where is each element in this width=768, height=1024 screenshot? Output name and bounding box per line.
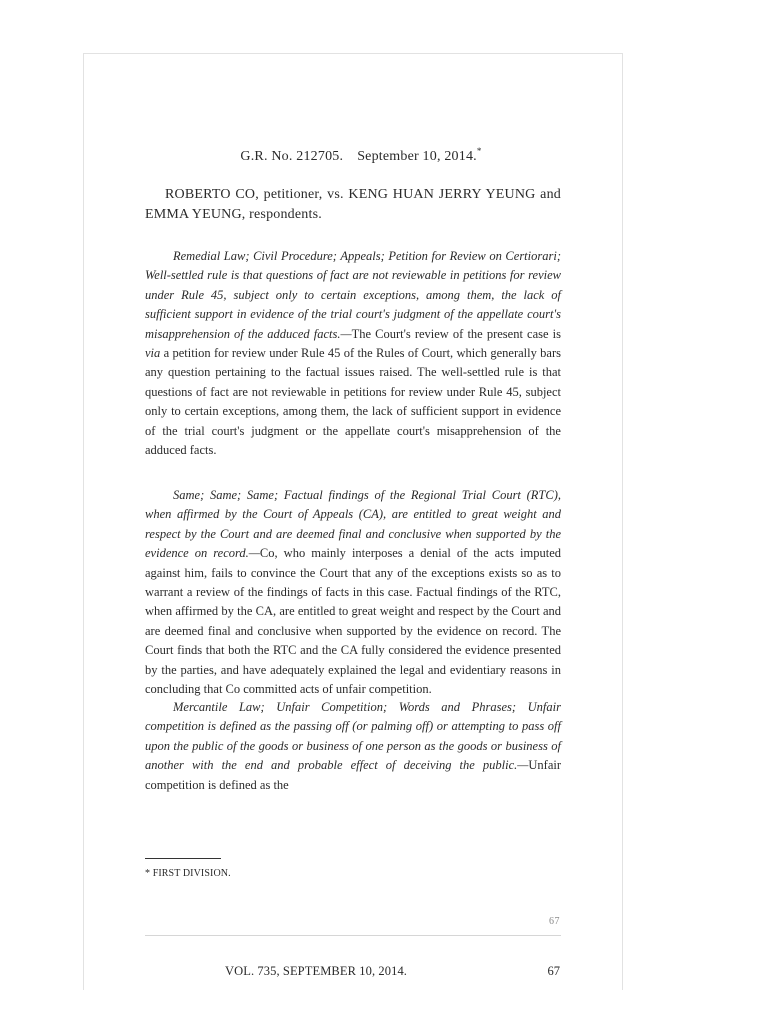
document-page xyxy=(83,53,623,990)
syllabus-text: The Court's review of the present case is xyxy=(351,326,561,341)
case-number: G.R. No. 212705. xyxy=(240,149,344,164)
syllabus-paragraph-2 xyxy=(145,486,561,699)
syllabus-keywords: Remedial Law; Civil Procedure; Appeals; Petition for Review on Certiorari; Well-settled rule is that questions of fact are not reviewable in petitions for review under Rule 45, subject only to certain exceptions, among them, the lack of sufficient support in evidence of the trial court's judgment of the appellate court's misapprehension of the adduced facts.— xyxy=(145,249,561,341)
page-divider xyxy=(145,935,561,936)
syllabus-text: Unfair competition is defined as the xyxy=(145,758,561,792)
case-date: September 10, 2014. xyxy=(357,149,477,164)
syllabus-keywords: Mercantile Law; Unfair Competition; Words and Phrases; Unfair competition is defined as the passing off (or palming off) or attempting to pass off upon the public of the goods or business of one person as the goods or business of another with the end and probable effect of deceiving the public.— xyxy=(145,700,561,773)
syllabus-text: a petition for review under Rule 45 of the Rules of Court, which generally bars any question pertaining to the factual issues raised. The well-settled rule is that questions of fact are not reviewable in petitions for review under Rule 45, subject only to certain exceptions, among them, the lack of sufficient support in evidence of the trial court's judgment or the appellate court's misapprehension of the adduced facts. xyxy=(145,346,561,458)
syllabus-paragraph-1 xyxy=(145,247,561,460)
footnote-divider xyxy=(145,858,221,859)
case-heading xyxy=(84,148,624,166)
syllabus-text: Co, who mainly interposes a denial of the acts imputed against him, fails to convince the Court that any of the exceptions exists so as to warrant a review of the findings of facts in this case. Factual findings of the RTC, when affirmed by the CA, are entitled to great weight and respect by the Court and are deemed final and conclusive when supported by the evidence on record. The Court finds that both the RTC and the CA fully considered the evidence presented by the parties, and have adequately explained the legal and evidentiary reasons in concluding that Co committed acts of unfair competition. xyxy=(145,546,561,697)
footnote-marker: * xyxy=(476,146,482,156)
syllabus-keywords: Same; Same; Same; Factual findings of the Regional Trial Court (RTC), when affirmed by the Court of Appeals (CA), are entitled to great weight and respect by the Court and are deemed final and conclusive when supported by the evidence on record.— xyxy=(145,488,561,561)
footnote: * FIRST DIVISION. xyxy=(145,868,231,879)
syllabus-text-italic: via xyxy=(145,346,161,361)
running-footer-title: VOL. 735, SEPTEMBER 10, 2014. xyxy=(224,964,408,978)
case-parties: ROBERTO CO, petitioner, vs. KENG HUAN JERRY YEUNG and EMMA YEUNG, respondents. xyxy=(145,187,561,222)
footer-page-number: 67 xyxy=(547,964,560,978)
page-number-light: 67 xyxy=(549,916,560,927)
syllabus-paragraph-3 xyxy=(145,698,561,795)
